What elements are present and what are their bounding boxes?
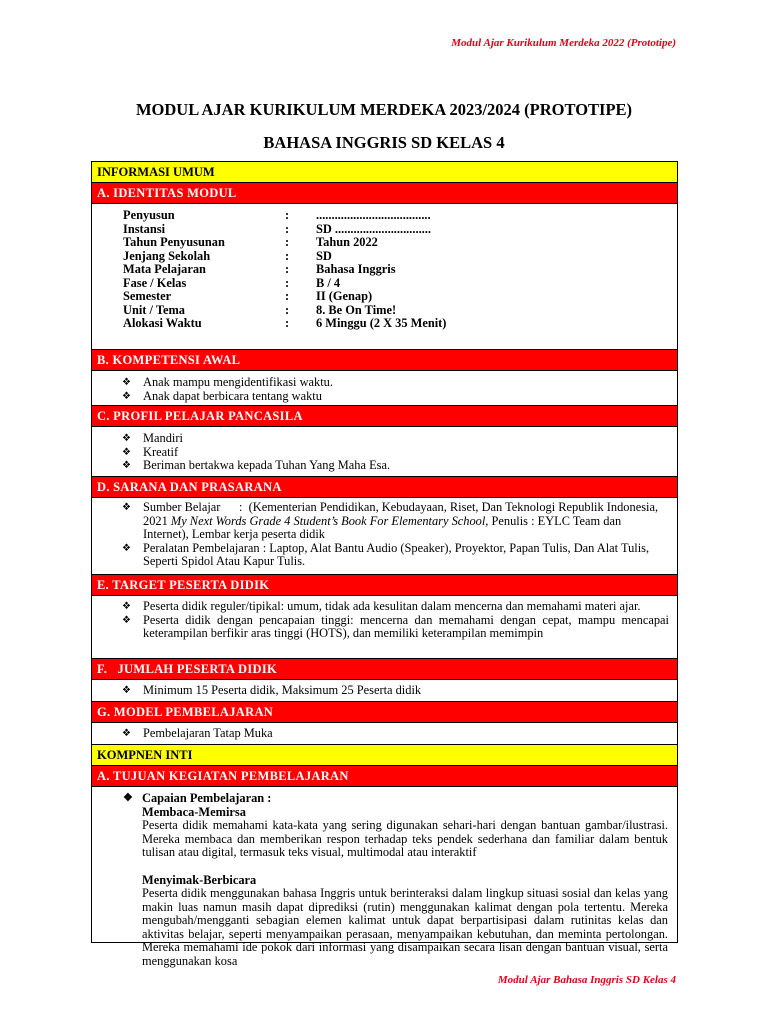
- identity-row: Penyusun : .....................................: [123, 208, 431, 222]
- tujuan-heading: A. TUJUAN KEGIATAN PEMBELAJARAN: [92, 766, 677, 787]
- jumlah-heading: F. JUMLAH PESERTA DIDIK: [92, 659, 677, 680]
- diamond-bullet-icon: ❖: [122, 542, 131, 554]
- diamond-bullet-icon: ❖: [122, 377, 131, 388]
- kompetensi-section: [92, 371, 677, 406]
- diamond-bullet-icon: ❖: [122, 601, 131, 612]
- list-item: ❖ Pembelajaran Tatap Muka: [122, 726, 273, 740]
- header-note: Modul Ajar Kurikulum Merdeka 2022 (Prototipe): [451, 37, 676, 49]
- list-item: ❖ Anak mampu mengidentifikasi waktu.: [122, 375, 333, 389]
- list-item: ❖ Beriman bertakwa kepada Tuhan Yang Maha Esa.: [122, 458, 391, 472]
- identity-row: Instansi : SD ...............................: [123, 221, 431, 236]
- menyimak-subheading: Menyimak-Berbicara: [142, 872, 257, 887]
- document-title: MODUL AJAR KURIKULUM MERDEKA 2023/2024 (PROTOTIPE): [135, 100, 633, 119]
- diamond-bullet-icon: ❖: [122, 390, 131, 402]
- komponen-inti-bar: KOMPNEN INTI: [92, 745, 677, 766]
- informasi-umum-bar: INFORMASI UMUM: [92, 162, 677, 183]
- identity-row: Fase / Kelas : B / 4: [123, 275, 341, 290]
- diamond-bullet-icon: ❖: [122, 433, 131, 444]
- identitas-heading: A. IDENTITAS MODUL: [92, 183, 677, 204]
- list-item: ❖ Peserta didik reguler/tipikal: umum, tidak ada kesulitan dalam mencerna dan memahami materi ajar.: [122, 599, 641, 613]
- model-section: [92, 723, 677, 745]
- list-item: ❖ Peserta didik dengan pencapaian tinggi: mencerna dan memahami dengan cepat, mampu mencapai keterampilan berfikir aras tinggi (HOTS), dan memiliki keterampilan memimpin: [122, 612, 669, 640]
- identity-row: Unit / Tema : 8. Be On Time!: [123, 302, 397, 317]
- sarana-section: [92, 498, 677, 575]
- identity-row: Jenjang Sekolah : SD: [123, 248, 332, 263]
- target-heading: E. TARGET PESERTA DIDIK: [92, 575, 677, 596]
- tujuan-section: [92, 787, 677, 968]
- diamond-bullet-icon: ❖: [122, 685, 131, 696]
- footer-note: Modul Ajar Bahasa Inggris SD Kelas 4: [497, 974, 676, 986]
- list-item: ❖ Mandiri: [122, 431, 183, 445]
- identity-row: Alokasi Waktu : 6 Minggu (2 X 35 Menit): [123, 316, 447, 330]
- identitas-section: [92, 204, 677, 350]
- capaian-heading: ❖ Capaian Pembelajaran :: [123, 791, 272, 805]
- list-item: ❖ Sumber Belajar : (Kementerian Pendidikan, Kebudayaan, Riset, Dan Teknologi Republik Indonesia, 2021 My Next Words Grade 4 Student’s Book For Elementary School, Penulis : EYLC Team dan Internet), Lembar kerja peserta didik: [122, 500, 662, 541]
- membaca-subheading: Membaca-Memirsa: [142, 804, 246, 819]
- diamond-bullet-icon: ❖: [123, 792, 133, 804]
- list-item: ❖ Peralatan Pembelajaran : Laptop, Alat Bantu Audio (Speaker), Proyektor, Papan Tulis, Dan Alat Tulis, Seperti Spidol Atau Kapur Tulis.: [122, 540, 650, 568]
- kompetensi-heading: B. KOMPETENSI AWAL: [92, 350, 677, 371]
- identity-row: Tahun Penyusunan : Tahun 2022: [123, 235, 378, 249]
- identity-row: Semester : II (Genap): [123, 289, 373, 303]
- sarana-heading: D. SARANA DAN PRASARANA: [92, 477, 677, 498]
- module-table: [91, 161, 678, 968]
- list-item: ❖ Kreatif: [122, 444, 179, 459]
- list-item: ❖ Minimum 15 Peserta didik, Maksimum 25 Peserta didik: [122, 683, 422, 697]
- document-subtitle: BAHASA INGGRIS SD KELAS 4: [263, 133, 505, 152]
- diamond-bullet-icon: ❖: [122, 614, 131, 626]
- list-item: ❖ Anak dapat berbicara tentang waktu: [122, 388, 322, 403]
- profil-section: [92, 427, 677, 477]
- diamond-bullet-icon: ❖: [122, 502, 131, 513]
- model-heading: G. MODEL PEMBELAJARAN: [92, 702, 677, 723]
- diamond-bullet-icon: ❖: [122, 728, 131, 739]
- identity-row: Mata Pelajaran : Bahasa Inggris: [123, 262, 396, 276]
- target-section: [92, 596, 677, 659]
- diamond-bullet-icon: ❖: [122, 460, 131, 471]
- diamond-bullet-icon: ❖: [122, 446, 131, 458]
- membaca-paragraph: Peserta didik memahami kata-kata yang sering digunakan sehari-hari dengan bantuan gambar/ilustrasi. Mereka membaca dan memberikan respon terhadap teks pendek sederhana dan familiar dalam bentuk tulisan atau digital, termasuk teks visual, multimodal atau interaktif: [142, 818, 668, 859]
- profil-heading: C. PROFIL PELAJAR PANCASILA: [92, 406, 677, 427]
- menyimak-paragraph: Peserta didik menggunakan bahasa Inggris untuk berinteraksi dalam lingkup situasi sosial dan kelas yang makin luas namun masih dapat diprediksi (rutin) menggunakan kalimat dengan pola tertentu. Mereka mengubah/mengganti sebagian elemen kalimat untuk dapat berpartisipasi dalam rutinitas kelas dan aktivitas belajar, seperti menyampaikan perasaan, menyampaikan kebutuhan, dan meminta pertolongan. Mereka memahami ide pokok dari informasi yang disampaikan secara lisan dengan bantuan visual, serta menggunakan kosa: [142, 886, 668, 968]
- jumlah-section: [92, 680, 677, 702]
